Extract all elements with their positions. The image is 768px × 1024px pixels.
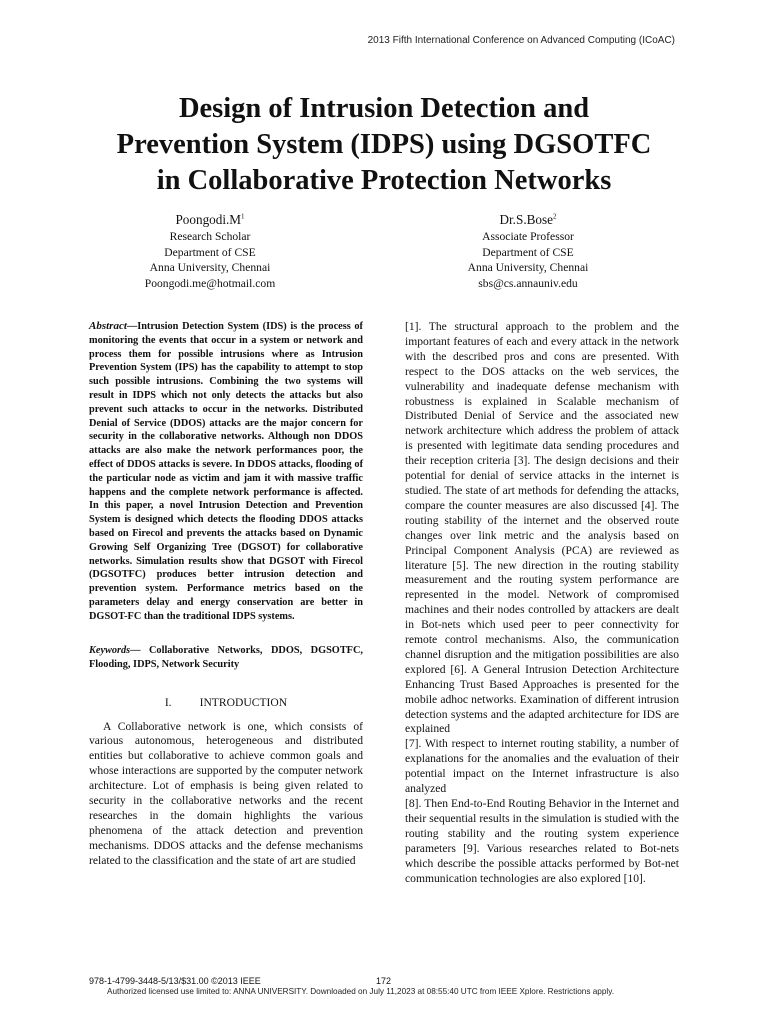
title-line-3: in Collaborative Protection Networks <box>156 165 612 196</box>
conference-header: 2013 Fifth International Conference on Advanced Computing (ICoAC) <box>367 35 675 46</box>
section-heading <box>89 696 363 710</box>
author-email: Poongodi.me@hotmail.com <box>144 276 276 290</box>
license-notice: Authorized licensed use limited to: ANNA UNIVERSITY. Downloaded on July 11,2023 at 08:55:40 UTC from IEEE Xplore. Restrictions apply. <box>107 987 614 996</box>
paper-title <box>60 91 708 199</box>
page-number: 172 <box>376 976 392 986</box>
author-name: $Poongodi.M^1$ <box>175 212 245 227</box>
keywords <box>89 644 363 672</box>
abstract-text: Intrusion Detection System (IDS) is the process of monitoring the events that occur in a system or network and process them for possible intrusions where as Intrusion Prevention System (IPS) has the capability to attempt to stop such possible intrusions. Combining the two systems will result in IDPS which not only detects the attacks but also prevent such attacks to occur in the networks. Distributed Denial of Service (DDOS) attacks are the major concern for security in the collaborative networks. Although non DDOS attacks are also make the network performances poor, the effect of DDOS attacks is severe. In DDOS attacks, flooding of the particular node as victim and jam it with massive traffic happens and the complete network performance is affected. In this paper, a novel Intrusion Detection and Prevention System is designed which detects the flooding DDOS attacks based on Firecol and prevents the attacks based on Dynamic Growing Self Organizing Tree (DGSOT) for collaborative networks. Simulation results show that DGSOT with Firecol (DGSOTFC) produces better intrusion detection and prevention system. Performance metrics based on the parameters delay and energy conservation are better in DGSOT-FC than the traditional IDPS systems. <box>89 321 363 622</box>
section-number: I. <box>164 695 172 709</box>
author-superscript: 2 <box>553 212 557 221</box>
author-role: Research Scholar <box>169 230 251 243</box>
intro-paragraph: A Collaborative network is one, which consists of various autonomous, heterogeneous and distributed entities but collaborative to achieve common goals and whose interactions are supported by the computer network architecture. Lot of emphasis is being given related to security in the collaborative networks and the recent researches in the domain highlights the various phenomena of the attack detection and prevention mechanisms. DDOS attacks and the defense mechanisms related to the classification and the state of art are studied <box>89 719 363 867</box>
author-affiliation: Anna University, Chennai <box>467 261 589 274</box>
section-title: INTRODUCTION <box>199 695 288 709</box>
author-department: Department of CSE <box>164 245 256 259</box>
body-paragraph-3: [8]. Then End-to-End Routing Behavior in the Internet and their sequential results in the simulation is studied with the routing stability and the routing system experience parameters [9]. Various researches related to Bot-nets which describe the possible attacks performed by Bot-net communication technologies are also explored [10]. <box>405 797 679 885</box>
author-department: Department of CSE <box>482 245 574 259</box>
body-paragraph-1: [1]. The structural approach to the problem and the important features of each and every attack in the network with the described pros and cons are presented. With respect to the DOS attacks on the web services, the vulnerability and inadequate defense mechanism with robustness is explained in Scalable mechanism of Distributed Denial of Service and the associated new network architecture which address the problem of attack is presented with legitimate data sending procedures and their reception criteria [3]. The design decisions and their potential for denial of service attacks in the internet is studied. The state of art methods for defending the attacks, compare the counter measures are also discussed [4]. The routing stability of the internet and the observed route changes over link metric and the analysis based on Principal Component Analysis (PCA) are reviewed as literature [5]. The new direction in the routing stability measurement and the routing system performance are represented in the model. Network of compromised machines and their nodes controlled by attackers are dealt in Bot-nets which used peer to peer connectivity for remote control mechanisms. Also, the communication channel disruption and the mitigation possibilities are also explored [6]. A General Intrusion Detection Architecture Enhancing Trust Based Approaches is presented for the mobile adhoc networks. Examination of different intrusion detection systems and the adapted architecture for IDS are explained <box>405 320 679 736</box>
author-name: Dr.S.Bose$^2$ <box>499 212 557 227</box>
abstract-label: Abstract <box>89 320 127 332</box>
title-line-2: Prevention System (IDPS) using DGSOTFC <box>116 129 652 160</box>
author-role: Associate Professor <box>482 230 574 243</box>
title-line-1: Design of Intrusion Detection and <box>178 93 590 124</box>
keywords-text: Collaborative Networks, DDOS, DGSOTFC, Flooding, IDPS, Network Security <box>89 644 363 670</box>
body-paragraph-2: [7]. With respect to internet routing stability, a number of explanations for the anomalies and the evaluation of their potential impact on the Internet infrastructure is also analyzed <box>405 737 679 796</box>
author-block-1 <box>100 210 320 291</box>
footer-isbn: 978-1-4799-3448-5/13/$31.00 ©2013 IEEE <box>89 976 261 986</box>
author-superscript: 1 <box>241 212 245 221</box>
author-block-2 <box>418 210 638 291</box>
abstract-dash: — <box>126 321 138 332</box>
abstract <box>89 320 363 624</box>
author-affiliation: Anna University, Chennai <box>149 261 271 274</box>
keywords-dash: — <box>130 644 141 656</box>
right-column <box>405 320 679 886</box>
keywords-label: Keywords <box>89 644 131 656</box>
left-column <box>89 320 363 869</box>
author-email: sbs@cs.annauniv.edu <box>478 276 578 290</box>
